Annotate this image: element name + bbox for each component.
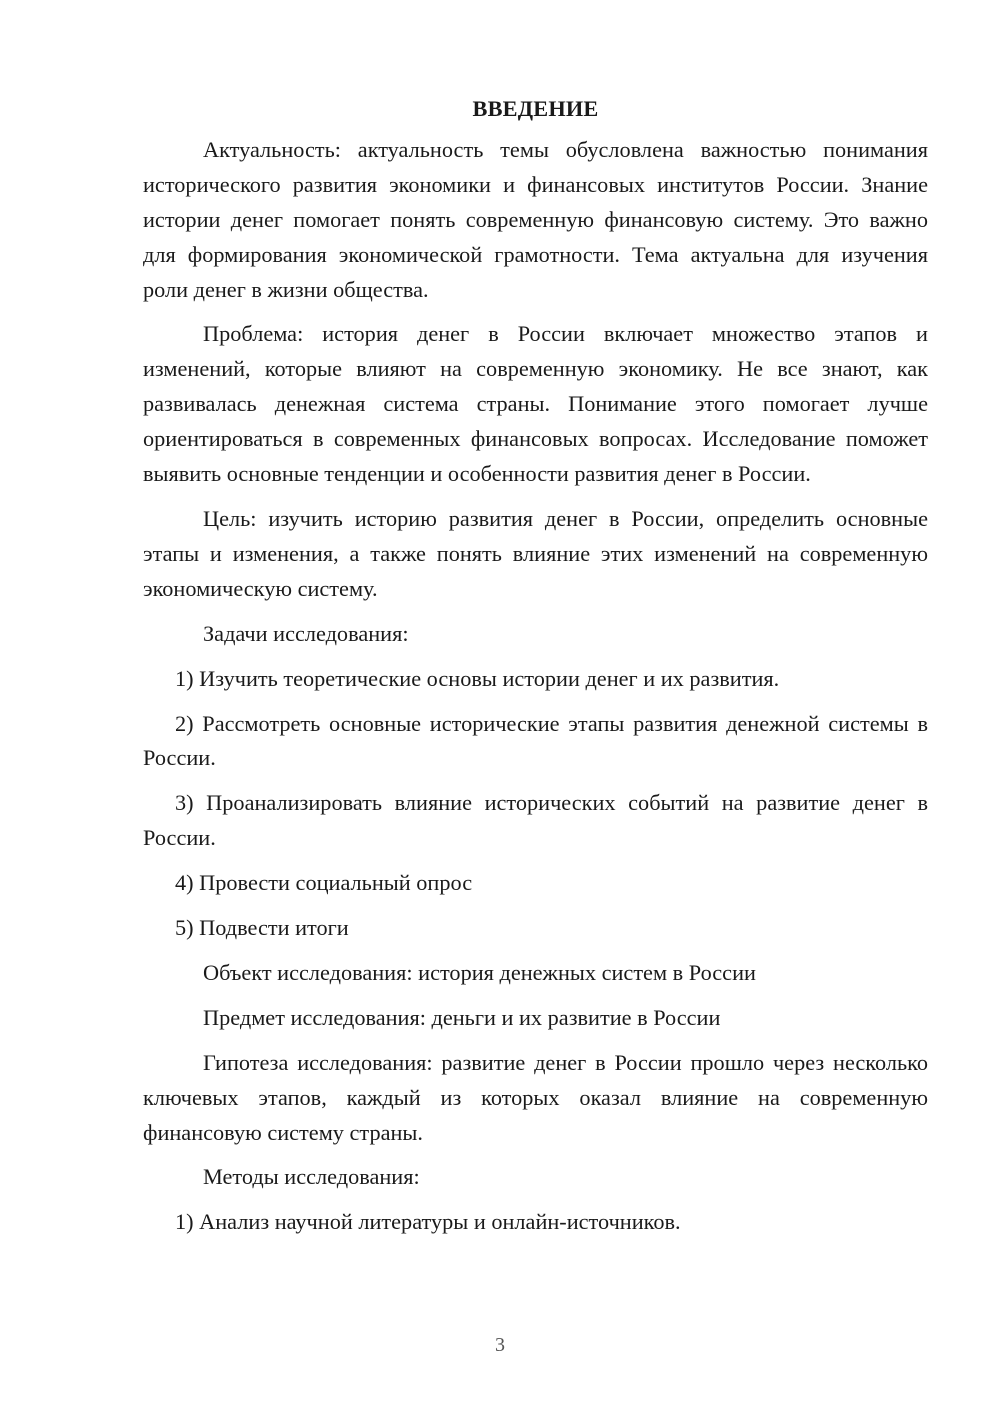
document-page: [143, 92, 928, 1250]
task-item-4: 4) Провести социальный опрос: [175, 870, 473, 896]
task-item-5: 5) Подвести итоги: [175, 915, 349, 941]
task-item-3: 3) Проанализировать влияние исторических событий на развитие денег в России.: [143, 790, 928, 851]
task-item-2: 2) Рассмотреть основные исторические этапы развития денежной системы в России.: [143, 710, 928, 771]
goal-paragraph: Цель: изучить историю развития денег в России, определить основные этапы и изменения, а также понять влияние этих изменений на современную экономическую систему.: [143, 505, 928, 601]
methods-heading: Методы исследования:: [203, 1164, 420, 1190]
research-subject: Предмет исследования: деньги и их развитие в России: [203, 1004, 721, 1030]
method-item-1: 1) Анализ научной литературы и онлайн-источников.: [175, 1209, 681, 1235]
problem-paragraph: Проблема: история денег в России включает множество этапов и изменений, которые влияют на современную экономику. Не все знают, как развивалась денежная система страны. Понимание этого помогает лучше ориентироваться в современных финансовых вопросах. Исследование поможет выявить основные тенденции и особенности развития денег в России.: [143, 321, 928, 487]
research-object: Объект исследования: история денежных систем в России: [203, 959, 756, 985]
page-number: 3: [495, 1334, 505, 1356]
hypothesis-paragraph: Гипотеза исследования: развитие денег в России прошло через несколько ключевых этапов, каждый из которых оказал влияние на современную финансовую систему страны.: [143, 1049, 928, 1145]
tasks-heading: Задачи исследования:: [203, 620, 409, 646]
task-item-1: 1) Изучить теоретические основы истории денег и их развития.: [175, 665, 780, 691]
relevance-paragraph: Актуальность: актуальность темы обусловлена важностью понимания исторического развития экономики и финансовых институтов России. Знание истории денег помогает понять современную финансовую систему. Это важно для формирования экономической грамотности. Тема актуальна для изучения роли денег в жизни общества.: [143, 136, 928, 302]
page-title: ВВЕДЕНИЕ: [472, 96, 599, 121]
